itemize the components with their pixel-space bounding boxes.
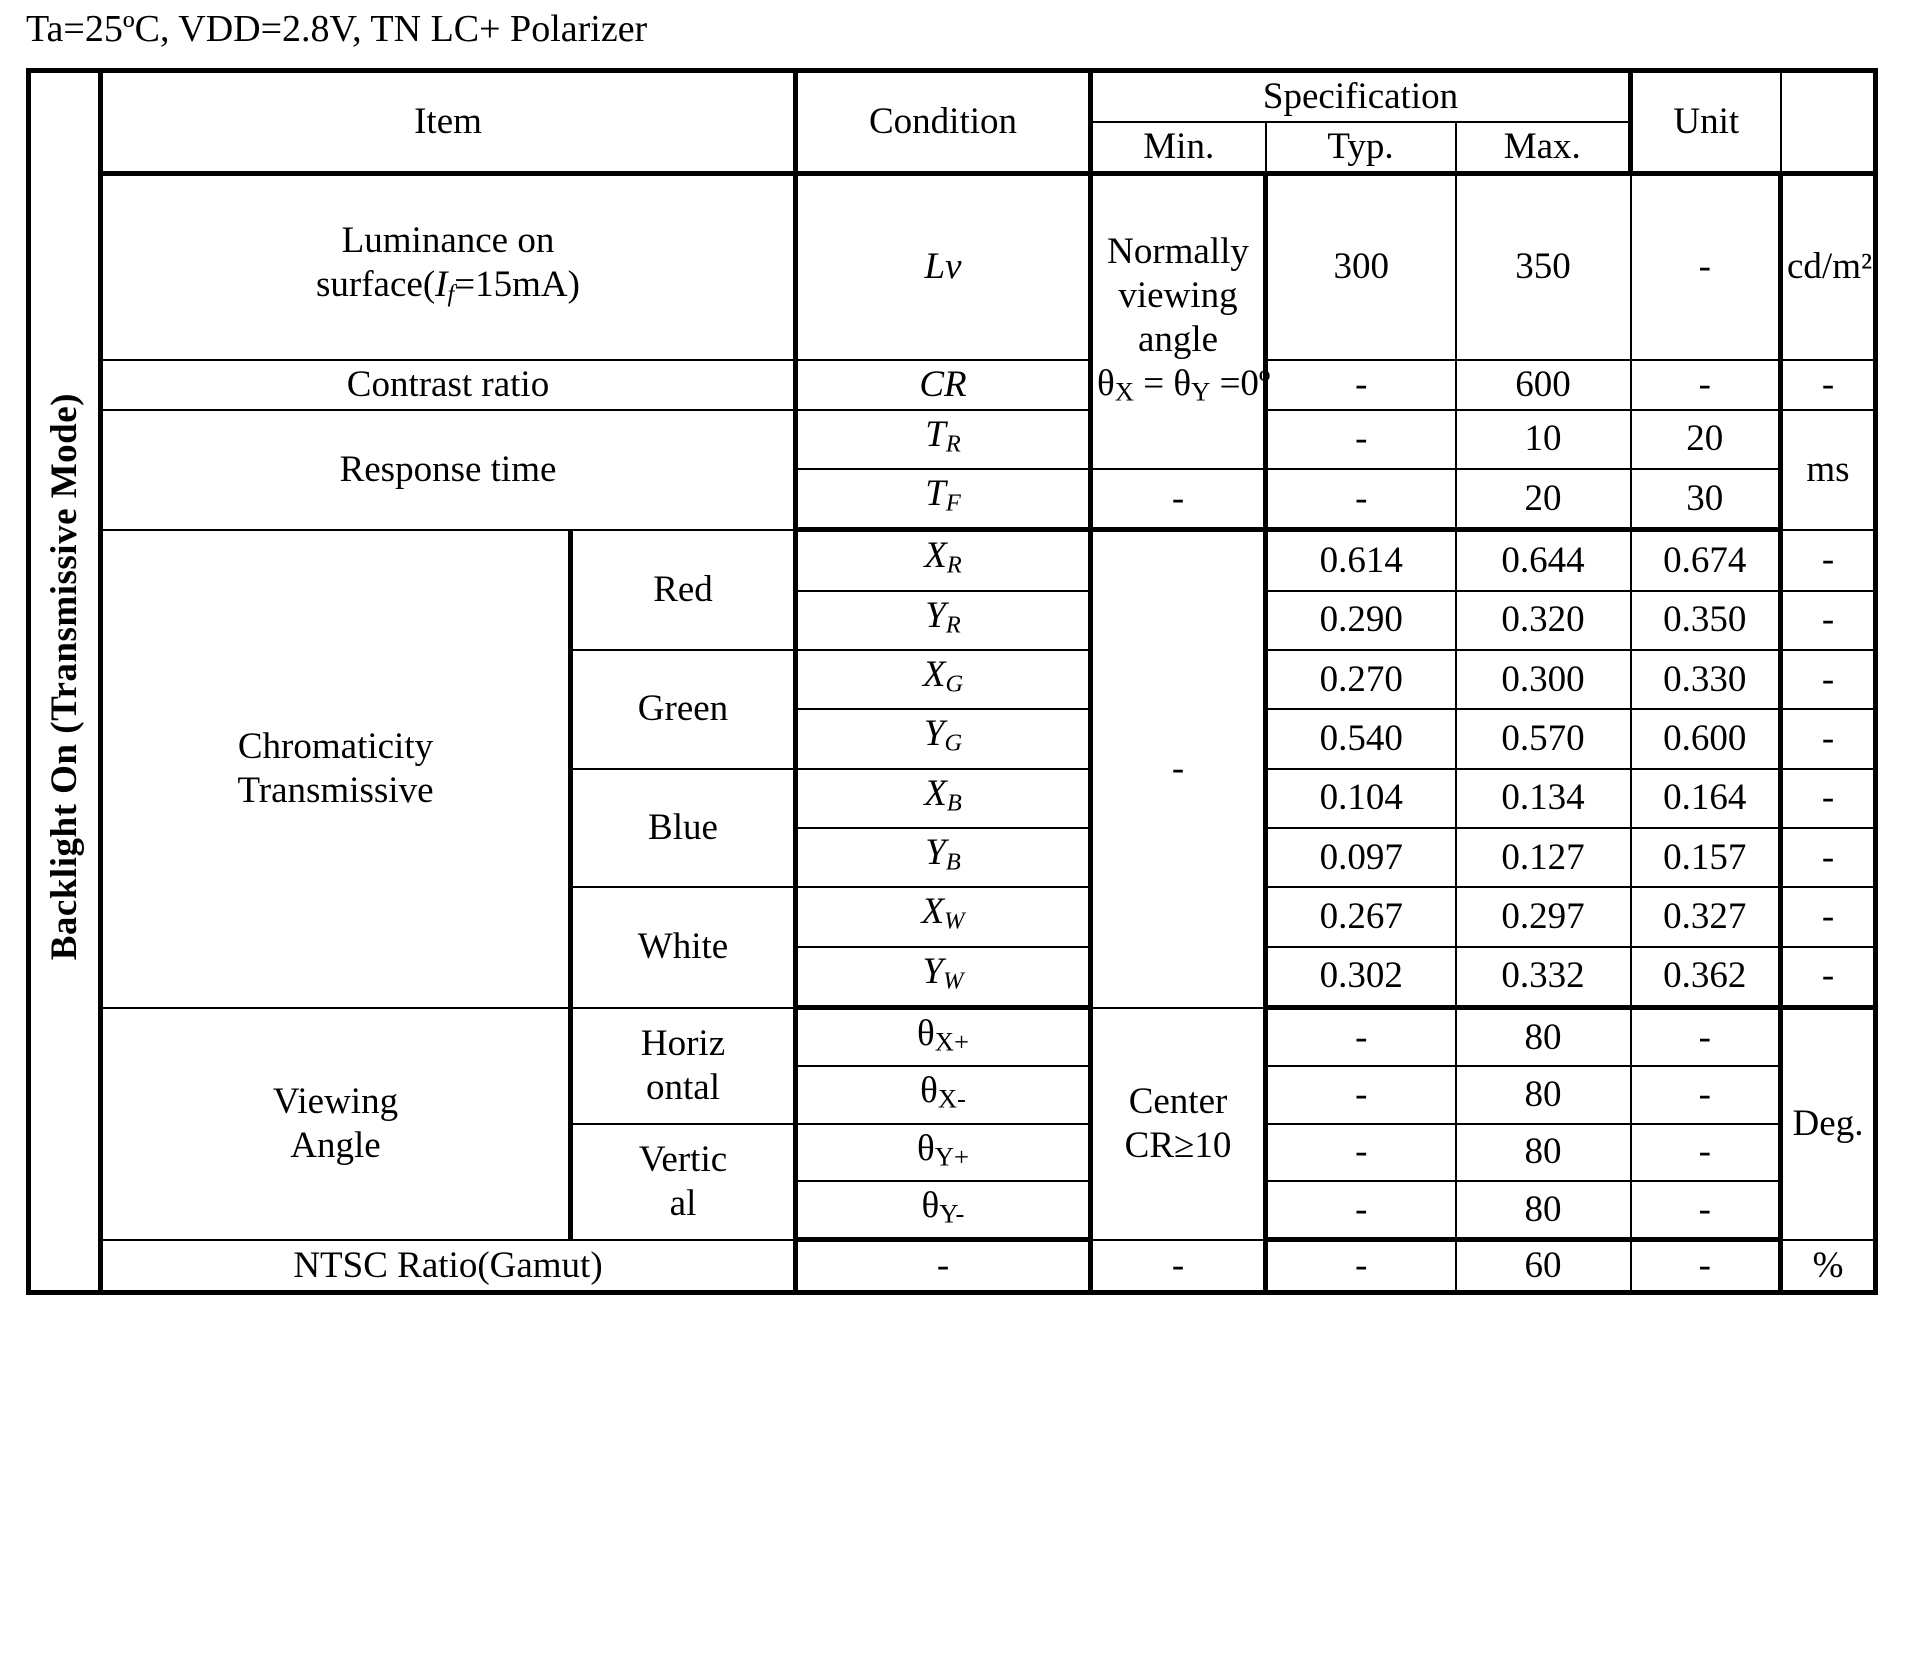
symbol-theta-x-plus: $\theta_{X+}$ <box>796 1008 1091 1067</box>
header-specification: Specification <box>1091 71 1631 123</box>
symbol-xb: $X_B$ <box>796 769 1091 828</box>
header-typ: Typ. <box>1266 122 1456 174</box>
yb-unit: - <box>1781 828 1876 887</box>
header-max: Max. <box>1456 122 1631 174</box>
header-condition: Condition <box>796 71 1091 174</box>
condition-line3: angle <box>1137 319 1219 361</box>
symbol-yg: $Y_G$ <box>796 709 1091 768</box>
side-label-backlight-mode <box>29 71 101 1293</box>
tr-min: - <box>1266 410 1456 469</box>
contrast-max: - <box>1631 360 1781 410</box>
theta-y-minus-max: - <box>1631 1181 1781 1240</box>
condition-line2: viewing <box>1118 275 1238 317</box>
va-group-vertical <box>571 1124 796 1240</box>
theta-y-plus-min: - <box>1266 1124 1456 1181</box>
theta-x-minus-max: - <box>1631 1066 1781 1123</box>
ntsc-unit: % <box>1781 1240 1876 1293</box>
item-response-time: Response time <box>101 410 796 530</box>
symbol-xg: $X_G$ <box>796 650 1091 709</box>
symbol-tr: $T_R$ <box>796 410 1091 469</box>
yr-min: 0.290 <box>1266 591 1456 650</box>
row-chromaticity-red-x <box>29 530 1876 591</box>
ntsc-min: - <box>1266 1240 1456 1293</box>
tr-typ: 10 <box>1456 410 1631 469</box>
symbol-xw: $X_W$ <box>796 887 1091 946</box>
item-chromaticity-line1: Chromaticity <box>237 725 434 767</box>
contrast-min: - <box>1266 360 1456 410</box>
item-luminance-line2: $surface(I_f=15mA)$ <box>316 263 580 307</box>
va-group-horizontal-line1: Horiz <box>640 1022 726 1064</box>
xw-unit: - <box>1781 887 1876 946</box>
yb-min: 0.097 <box>1266 828 1456 887</box>
tf-min: - <box>1266 469 1456 530</box>
table-caption: Ta=25ºC, VDD=2.8V, TN LC+ Polarizer <box>26 8 648 50</box>
yb-typ: 0.127 <box>1456 828 1631 887</box>
symbol-yr: $Y_R$ <box>796 591 1091 650</box>
yw-min: 0.302 <box>1266 947 1456 1008</box>
xw-min: 0.267 <box>1266 887 1456 946</box>
yg-min: 0.540 <box>1266 709 1456 768</box>
symbol-if: $I_f$ <box>435 263 455 307</box>
yg-unit: - <box>1781 709 1876 768</box>
va-group-vertical-line2: al <box>669 1182 697 1224</box>
luminance-max: - <box>1631 174 1781 360</box>
symbol-theta-x-minus: $\theta_{X-}$ <box>796 1066 1091 1123</box>
header-item: Item <box>101 71 796 174</box>
condition-line4-theta: $\theta_X = \theta_Y$ =0º <box>1097 363 1271 407</box>
condition-line1: Normally <box>1107 231 1249 273</box>
theta-y-plus-max: - <box>1631 1124 1781 1181</box>
specification-table <box>26 68 1878 1295</box>
item-luminance-line1: Luminance on <box>341 219 555 261</box>
theta-x-minus-min: - <box>1266 1066 1456 1123</box>
theta-y-plus-typ: 80 <box>1456 1124 1631 1181</box>
ntsc-symbol: - <box>796 1240 1091 1293</box>
item-luminance <box>101 174 796 360</box>
row-ntsc-ratio <box>29 1240 1876 1293</box>
xg-min: 0.270 <box>1266 650 1456 709</box>
item-contrast-ratio: Contrast ratio <box>101 360 796 410</box>
symbol-theta-y-plus: $\theta_{Y+}$ <box>796 1124 1091 1181</box>
xb-typ: 0.134 <box>1456 769 1631 828</box>
va-group-horizontal <box>571 1008 796 1124</box>
ntsc-max: - <box>1631 1240 1781 1293</box>
xr-max: 0.674 <box>1631 530 1781 591</box>
xw-typ: 0.297 <box>1456 887 1631 946</box>
theta-y-minus-min: - <box>1266 1181 1456 1240</box>
luminance-typ: 350 <box>1456 174 1631 360</box>
theta-x-plus-max: - <box>1631 1008 1781 1067</box>
viewing-angle-condition <box>1091 1008 1266 1240</box>
row-luminance <box>29 174 1876 360</box>
yg-typ: 0.570 <box>1456 709 1631 768</box>
symbol-cr: CR <box>796 360 1091 410</box>
va-group-vertical-line1: Vertic <box>638 1138 728 1180</box>
table-header-row-1 <box>29 71 1876 123</box>
header-unit: Unit <box>1631 71 1781 174</box>
theta-x-minus-typ: 80 <box>1456 1066 1631 1123</box>
va-group-horizontal-line2: ontal <box>646 1066 720 1108</box>
item-viewing-angle-line1: Viewing <box>272 1080 399 1122</box>
chroma-group-white: White <box>571 887 796 1007</box>
yw-typ: 0.332 <box>1456 947 1631 1008</box>
va-condition-line2: CR≥10 <box>1124 1124 1232 1166</box>
item-ntsc-ratio: NTSC Ratio(Gamut) <box>101 1240 796 1293</box>
contrast-unit: - <box>1781 360 1876 410</box>
tr-max: 20 <box>1631 410 1781 469</box>
row-viewing-angle-x-plus <box>29 1008 1876 1067</box>
yw-max: 0.362 <box>1631 947 1781 1008</box>
xw-max: 0.327 <box>1631 887 1781 946</box>
header-min: Min. <box>1091 122 1266 174</box>
chroma-group-blue: Blue <box>571 769 796 888</box>
xr-unit: - <box>1781 530 1876 591</box>
yw-unit: - <box>1781 947 1876 1008</box>
xg-max: 0.330 <box>1631 650 1781 709</box>
chroma-group-red: Red <box>571 530 796 650</box>
ntsc-condition: - <box>1091 1240 1266 1293</box>
chroma-group-green: Green <box>571 650 796 769</box>
tf-max: 30 <box>1631 469 1781 530</box>
response-time-unit: ms <box>1781 410 1876 530</box>
theta-x-plus-min: - <box>1266 1008 1456 1067</box>
luminance-min: 300 <box>1266 174 1456 360</box>
xb-max: 0.164 <box>1631 769 1781 828</box>
symbol-theta-y-minus: $\theta_{Y-}$ <box>796 1181 1091 1240</box>
yb-max: 0.157 <box>1631 828 1781 887</box>
item-chromaticity <box>101 530 571 1008</box>
tf-condition: - <box>1091 469 1266 530</box>
chromaticity-condition: - <box>1091 530 1266 1008</box>
row-response-time-tr <box>29 410 1876 469</box>
xr-typ: 0.644 <box>1456 530 1631 591</box>
xg-unit: - <box>1781 650 1876 709</box>
yr-max: 0.350 <box>1631 591 1781 650</box>
xg-typ: 0.300 <box>1456 650 1631 709</box>
item-viewing-angle <box>101 1008 571 1240</box>
xb-unit: - <box>1781 769 1876 828</box>
symbol-yw: $Y_W$ <box>796 947 1091 1008</box>
row-contrast-ratio <box>29 360 1876 410</box>
symbol-tf: $T_F$ <box>796 469 1091 530</box>
symbol-xr: $X_R$ <box>796 530 1091 591</box>
contrast-typ: 600 <box>1456 360 1631 410</box>
side-label-text: Backlight On (Transmissive Mode) <box>43 392 85 960</box>
viewing-angle-unit: Deg. <box>1781 1008 1876 1240</box>
yr-typ: 0.320 <box>1456 591 1631 650</box>
luminance-unit: cd/m² <box>1781 174 1876 360</box>
theta-x-plus-typ: 80 <box>1456 1008 1631 1067</box>
xr-min: 0.614 <box>1266 530 1456 591</box>
va-condition-line1: Center <box>1128 1080 1228 1122</box>
item-viewing-angle-line2: Angle <box>290 1124 381 1166</box>
specification-table-wrapper <box>26 68 1878 1295</box>
symbol-yb: $Y_B$ <box>796 828 1091 887</box>
ntsc-typ: 60 <box>1456 1240 1631 1293</box>
condition-normally-viewing-angle <box>1091 174 1271 469</box>
symbol-lv: Lv <box>796 174 1091 360</box>
xb-min: 0.104 <box>1266 769 1456 828</box>
item-chromaticity-line2: Transmissive <box>237 769 434 811</box>
tf-typ: 20 <box>1456 469 1631 530</box>
yg-max: 0.600 <box>1631 709 1781 768</box>
yr-unit: - <box>1781 591 1876 650</box>
theta-y-minus-typ: 80 <box>1456 1181 1631 1240</box>
